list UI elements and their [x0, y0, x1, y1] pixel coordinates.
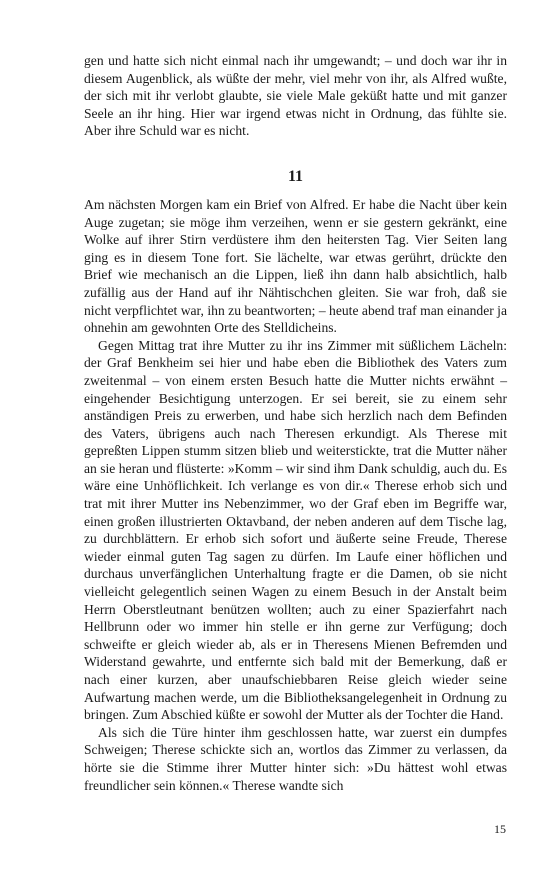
intro-paragraph: gen und hatte sich nicht einmal nach ihr umgewandt; – und doch war ihr in diesem Augenblick, als wüßte der mehr, viel mehr von ihr, als Alfred wußte, der sich mit ihr verlobt glaubte, sie viele Male geküßt hatte und mit ganzer Seele an ihr hing. Hier war irgend etwas nicht in Ordnung, das fühlte sie. Aber ihre Schuld war es nicht.	[84, 53, 507, 139]
book-page	[84, 52, 507, 794]
paragraph-2: Gegen Mittag trat ihre Mutter zu ihr ins Zimmer mit süßlichem Lächeln: der Graf Benkheim sei hier und habe eben die Bibliothek des Vaters zum zweitenmal – von einem ersten Besuch hatte die Mutter nichts erwähnt – eingehender Besichtigung unterzogen. Er sei bereit, sie zu einem sehr anständigen Preis zu erwerben, und habe sich herzlich nach dem Befinden des Vaters, übrigens auch nach Theresen erkundigt. Als Therese mit gepreßten Lippen stumm sitzen blieb und weiterstickte, trat die Mutter näher an sie heran und flüsterte: »Komm – wir sind ihm Dank schuldig, auch du. Es wäre eine Unhöflichkeit. Ich verlange es von dir.« Therese erhob sich und trat mit ihrer Mutter ins Nebenzimmer, wo der Graf eben im Begriffe war, einen großen illustrierten Oktavband, der neben anderen auf dem Tische lag, zu durchblättern. Er erhob sich sofort und äußerte seine Freude, Therese wieder einmal guten Tag sagen zu dürfen. Im Laufe einer höflichen und durchaus unverfänglichen Unterhaltung fragte er die Damen, ob sie nicht vielleicht gelegentlich seinen Wagen zu einem Besuch in der Anstalt beim Herrn Oberstleutnant benützen wollten; auch zu einer Spazierfahrt nach Hellbrunn oder wo immer hin stelle er ihn gerne zur Verfügung; doch schweifte er gleich wieder ab, als er in Theresens Mienen Befremden und Widerstand gewahrte, und entfernte sich bald mit der Bemerkung, daß er nach einer kurzen, aber unaufschiebbaren Reise gleich wieder seine Aufwartung machen werde, um die Bibliotheksangelegenheit in Ordnung zu bringen. Zum Abschied küßte er sowohl der Mutter als der Tochter die Hand.	[84, 337, 507, 723]
chapter-heading: 11	[287, 167, 304, 185]
paragraph-1: Am nächsten Morgen kam ein Brief von Alfred. Er habe die Nacht über kein Auge zugetan; sie möge ihm verzeihen, wenn er sie gestern gekränkt, eine Wolke auf ihrer Stirn verdüstere ihm den heitersten Tag. Vier Seiten lang ging es in diesem Tone fort. Sie lächelte, war etwas gerührt, drückte den Brief wie mechanisch an die Lippen, ließ ihn dann halb absichtlich, halb zufällig aus der Hand auf ihr Nähtischchen gleiten. Sie war froh, daß sie nicht verpflichtet war, ihn zu beantworten; – heute abend traf man einander ja ohnehin am gewohnten Orte des Stelldicheins.	[84, 196, 507, 336]
page-number: 15	[494, 822, 506, 836]
paragraph-3: Als sich die Türe hinter ihm geschlossen hatte, war zuerst ein dumpfes Schweigen; Therese schickte sich an, wortlos das Zimmer zu verlassen, da hörte sie die Stimme ihrer Mutter hinter sich: »Du hättest wohl etwas freundlicher sein können.« Therese wandte sich	[84, 724, 507, 793]
